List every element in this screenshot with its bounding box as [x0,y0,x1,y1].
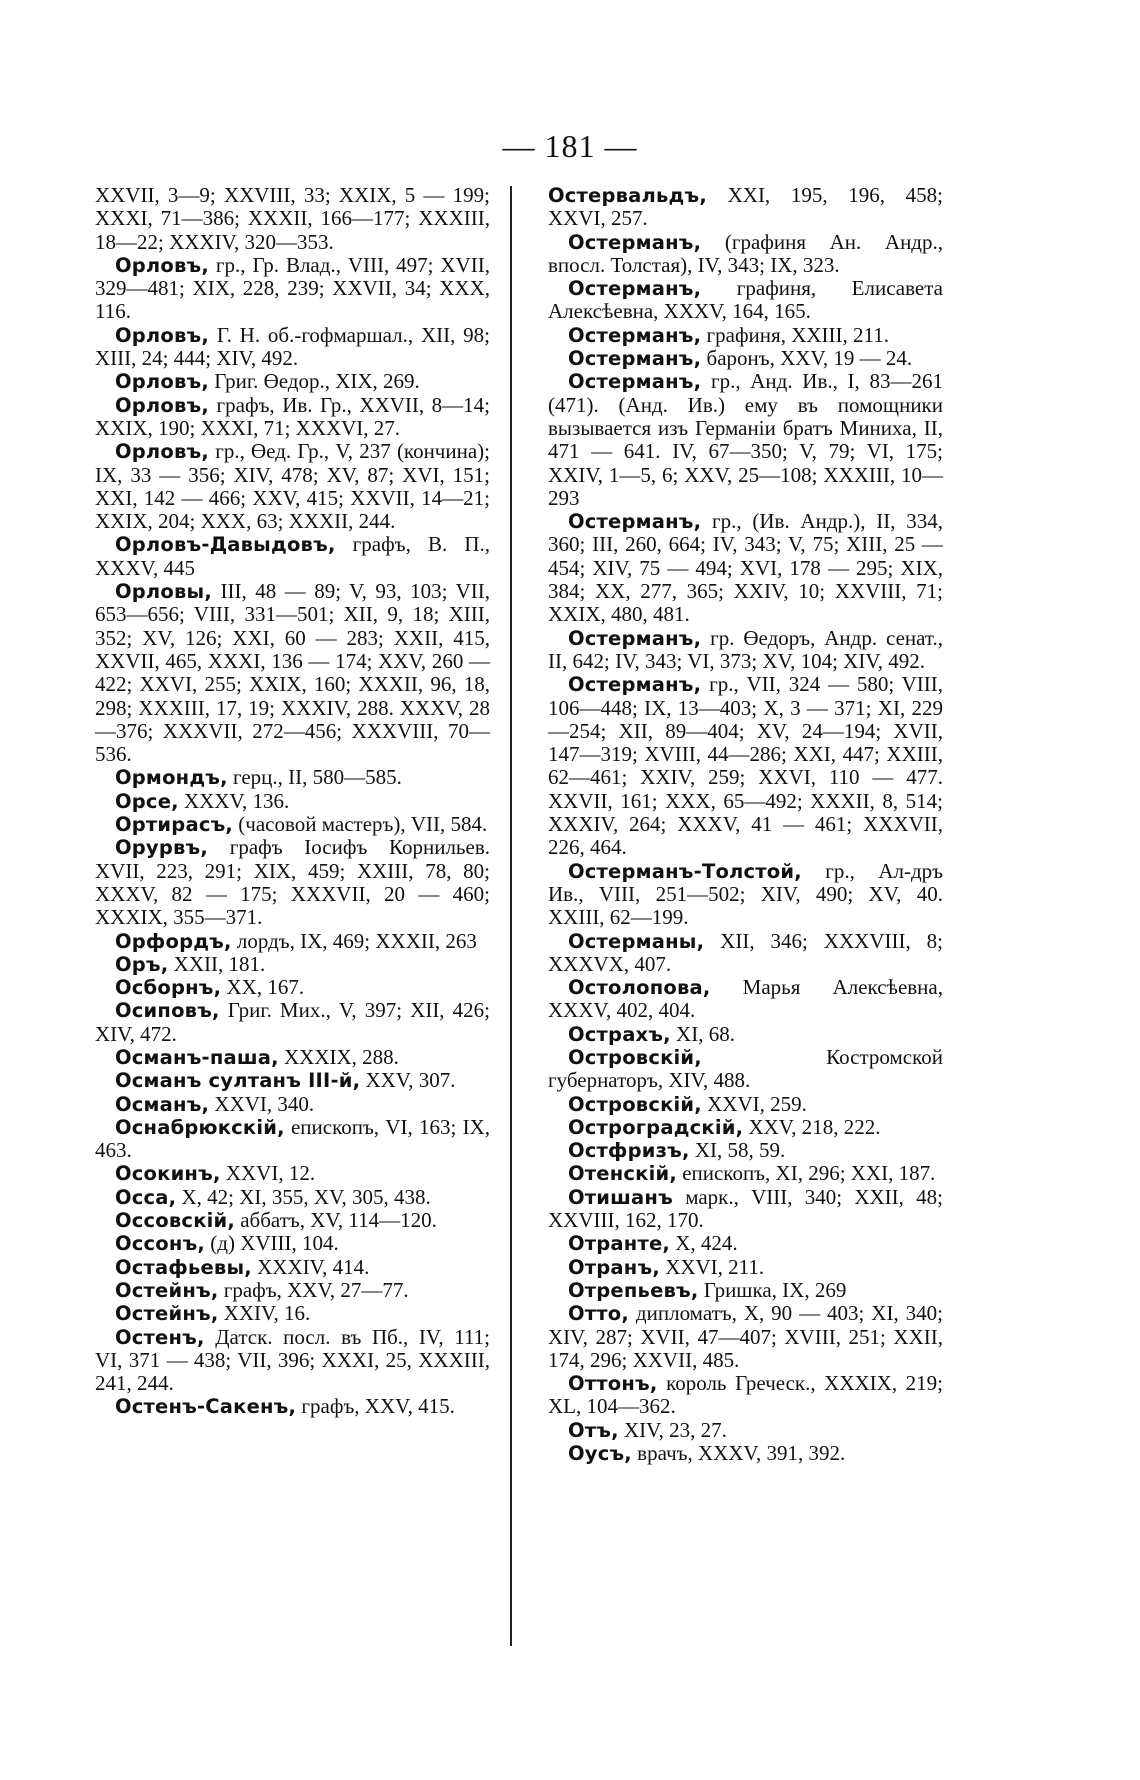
entry-headword: Остолопова, [568,976,711,1000]
entry-headword: Остенъ, [115,1325,205,1349]
index-entry [548,1419,943,1442]
index-entry [95,1279,490,1302]
entry-references: X, 42; XI, 355, XV, 305, 438. [176,1184,431,1209]
entry-references: врачъ, XXXV, 391, 392. [631,1441,846,1466]
entry-references: Марья Алексѣевна, XXXV, 402, 404. [548,975,943,1023]
entry-headword: Османъ, [115,1092,210,1116]
entry-headword: Орловъ, [115,393,210,417]
entry-references: гр., Ал-дръ Ив., VIII, 251—502; XIV, 490; XV, 40. XXIII, 62—199. [548,858,943,930]
entry-headword: Осокинъ, [115,1162,221,1186]
entry-headword: Остафьевы, [115,1255,252,1279]
entry-references: графиня, Елисавета Алексѣевна, XXXV, 164, 165. [548,276,943,324]
entry-headword: Ортирасъ, [115,813,234,837]
entry-references: Григ. Өедор., XIX, 269. [209,369,420,394]
entry-headword: Орфордъ, [115,929,232,953]
index-entry [95,1326,490,1396]
entry-references: XX, 167. [221,975,305,1000]
index-entry [548,1232,943,1255]
index-entry [95,836,490,929]
entry-references: епископъ, XI, 296; XXI, 187. [676,1161,936,1186]
entry-references: Костромской губернаторъ, XIV, 488. [548,1044,943,1093]
entry-references: графъ, XXV, 27—77. [218,1277,409,1302]
entry-references: гр., VII, 324 — 580; VIII, 106—448; IX, 13—403; X, 3 — 371; XI, 229—254; XII, 89—404; XV, 24—194; XVII, 147—319; XVIII, 44—286; XXI, 447; XXIII, 62—461; XXIV, 259; XXVI, 110 — 477. XXVII, 161; XXX, 65—492; XXXII, 8, 514; XXXIV, 264; XXXV, 41 — 461; XXXVII, 226, 464. [548,672,943,860]
entry-headword: Оссовскій, [115,1209,235,1233]
entry-references: Григ. Мих., V, 397; XII, 426; XIV, 472. [95,998,490,1046]
entry-headword: Остерманъ, [568,626,702,650]
entry-references: гр., Өед. Гр., V, 237 (кончина); IX, 33 — 356; XIV, 478; XV, 87; XVI, 151; XXI, 142 — 466; XXV, 415; XXVII, 14—21; XXIX, 204; XXX, 63; XXXII, 244. [95,439,490,534]
entry-headword: Остерманъ, [568,230,702,254]
index-entry [548,673,943,859]
index-entry [95,1232,490,1255]
entry-headword: Островскій, [568,1092,702,1116]
index-entry [548,277,943,324]
entry-headword: Остроградскій, [568,1115,744,1139]
entry-headword: Остерманъ-Толстой, [568,859,802,883]
entry-headword: Осса, [115,1185,177,1209]
index-column-right [548,184,943,1465]
entry-references: XXI, 195, 196, 458; XXVI, 257. [548,183,943,231]
entry-references: XXVI, 340. [209,1091,315,1116]
index-entry [548,1442,943,1465]
index-entry [95,1302,490,1325]
index-entry [95,324,490,371]
entry-headword: Орловъ, [115,253,210,277]
entry-references: III, 48 — 89; V, 93, 103; VII, 653—656; VIII, 331—501; XII, 9, 18; XIII, 352; XV, 126; XXI, 60 — 283; XXII, 415, XXVII, 465, XXXI, 136 — 174; XXV, 260 — 422; XXVI, 255; XXIX, 160; XXXII, 96, 18, 298; XXXIII, 17, 19; XXXIV, 288. XXXV, 28—376; XXXVII, 272—456; XXXVIII, 70—536. [95,579,490,767]
entry-headword: Оръ, [115,952,169,976]
entry-headword: Отъ, [568,1418,619,1442]
entry-references: епископъ, VI, 163; IX, 463. [95,1114,490,1163]
entry-headword: Османъ султанъ III-й, [115,1069,361,1093]
index-entry [95,790,490,813]
entry-headword: Оттонъ, [568,1372,658,1396]
entry-headword: Острахъ, [568,1022,671,1046]
column-divider [510,186,512,1646]
entry-references: (часовой мастеръ), VII, 584. [233,812,488,837]
entry-headword: Отишанъ [568,1185,673,1209]
entry-headword: Остерманъ, [568,323,702,347]
entry-references: гр., Гр. Влад., VIII, 497; XVII, 329—481; XIX, 228, 239; XXVII, 34; XXX, 116. [95,252,490,324]
index-entry [95,1256,490,1279]
index-entry [95,254,490,324]
entry-references: гр., (Ив. Андр.), II, 334, 360; III, 260, 664; IV, 343; V, 75; XIII, 25 — 454; XIV, 75 — 494; XVI, 178 — 295; XIX, 384; XX, 277, 365; XXIV, 10; XXVIII, 71; XXIX, 480, 481. [548,509,943,627]
entry-headword: Остервальдъ, [548,184,707,207]
entry-references: (графиня Ан. Андр., впосл. Толстая), IV, 343; IX, 323. [548,229,943,277]
entry-references: король Греческ., XXXIX, 219; XL, 104—362. [548,1371,943,1419]
entry-references: аббатъ, XV, 114—120. [234,1208,437,1233]
entry-references: лордъ, IX, 469; XXXII, 263 [231,928,477,953]
entry-headword: Отранте, [568,1232,671,1256]
entry-references: Г. Н. об.-гофмаршал., XII, 98; XIII, 24; 444; XIV, 492. [95,322,490,371]
index-entry [95,1093,490,1116]
entry-headword: Орловъ, [115,370,210,394]
index-entry [95,533,490,580]
index-entry [548,1162,943,1185]
index-entry [95,580,490,766]
entry-references: XI, 58, 59. [689,1138,786,1163]
index-entry [95,1069,490,1092]
index-entry [548,231,943,278]
index-entry [95,930,490,953]
index-entry [548,1372,943,1419]
entry-headword: Остейнъ, [115,1278,219,1302]
index-entry [95,1046,490,1069]
entry-references: XXVI, 211. [659,1254,765,1279]
entry-references: графъ, В. П., XXXV, 445 [95,532,490,580]
index-entry [95,999,490,1046]
entry-references: XXVI, 12. [220,1161,316,1186]
index-entry [548,1186,943,1233]
entry-references: XXII, 181. [168,951,266,976]
entry-headword: Орловъ, [115,440,210,464]
entry-references: дипломатъ, X, 90 — 403; XI, 340; XIV, 287; XVII, 47—407; XVIII, 251; XXII, 174, 296; XXVII, 485. [548,1301,943,1372]
entry-headword: Оснабрюкскій, [115,1115,285,1139]
entry-headword: Отрепьевъ, [568,1278,699,1302]
entry-references: Датск. посл. въ Пб., IV, 111; VI, 371 — 438; VII, 396; XXXI, 25, XXXIII, 241, 244. [95,1324,490,1396]
entry-references: XXXV, 136. [178,788,290,813]
index-entry [95,1116,490,1163]
entry-headword: Оусъ, [568,1442,632,1466]
entry-references: марк., VIII, 340; XXII, 48; XXVIII, 162, 170. [548,1184,943,1233]
entry-references: XXXIV, 414. [251,1254,370,1279]
entry-references: графъ Іосифъ Корнильев. XVII, 223, 291; XIX, 459; XXIII, 78, 80; XXXV, 82 — 175; XXXVII, 20 — 460; XXXIX, 355—371. [95,835,490,930]
index-entry [95,184,490,254]
entry-headword: Остенъ-Сакенъ, [115,1395,297,1419]
entry-headword: Орловы, [115,580,212,604]
entry-headword: Остейнъ, [115,1302,219,1326]
entry-references: баронъ, XXV, 19 — 24. [701,346,913,371]
index-entry [548,976,943,1023]
entry-references: Гришка, IX, 269 [698,1277,847,1302]
entry-references: XI, 68. [670,1021,735,1046]
index-entry [548,347,943,370]
index-entry [95,766,490,789]
index-entry [95,440,490,533]
entry-headword: Ормондъ, [115,766,228,790]
index-entry [95,1209,490,1232]
entry-references: XIV, 23, 27. [618,1417,727,1442]
entry-headword: Остерманъ, [568,510,702,534]
entry-headword: Османъ-паша, [115,1045,279,1069]
index-entry [548,860,943,930]
index-entry [548,1279,943,1302]
index-entry [548,1302,943,1372]
entry-headword: Оссонъ, [115,1232,206,1256]
entry-headword: Остерманъ, [568,673,702,697]
index-entry [95,1395,490,1418]
index-entry [548,627,943,674]
index-entry [548,1116,943,1139]
index-entry [548,510,943,626]
entry-references: XXXIX, 288. [278,1044,399,1069]
entry-headword: Отенскій, [568,1162,677,1186]
entry-references: гр., Анд. Ив., I, 83—261 (471). (Анд. Ив.) ему въ помощники вызывается изъ Германіи братъ Миниха, II, 471 — 641. IV, 67—350; V, 79; VI, 175; XXIV, 1—5, 6; XXV, 25—108; XXXIII, 10—293 [548,369,943,510]
index-entry [548,1093,943,1116]
entry-references: графиня, XXIII, 211. [701,322,889,347]
index-entry [95,976,490,999]
entry-headword: Остерманы, [568,929,705,953]
index-entry [548,184,943,231]
entry-headword: Орловъ, [115,323,210,347]
entry-headword: Осборнъ, [115,976,222,1000]
index-column-left [95,184,490,1419]
entry-headword: Островскій, [568,1045,702,1069]
index-entry [548,1256,943,1279]
entry-references: XXV, 307. [360,1068,456,1093]
entry-references: XXIV, 16. [218,1301,311,1326]
entry-references: герц., II, 580—585. [227,765,402,790]
entry-references: графъ, XXV, 415. [296,1394,455,1419]
index-entry [95,1186,490,1209]
entry-headword: Орловъ-Давыдовъ, [115,533,336,557]
entry-references: X, 424. [670,1231,738,1256]
index-entry [95,394,490,441]
index-entry [548,930,943,977]
index-entry [95,953,490,976]
entry-headword: Орсе, [115,789,179,813]
entry-references: XXV, 218, 222. [743,1114,881,1139]
entry-references: XII, 346; XXXVIII, 8; XXXVX, 407. [548,928,943,976]
index-entry [95,1162,490,1185]
entry-references: (д) XVIII, 104. [205,1231,339,1256]
index-entry [95,370,490,393]
entry-references: графъ, Ив. Гр., XXVII, 8—14; XXIX, 190; XXXI, 71; XXXVI, 27. [95,392,490,440]
entry-headword: Осиповъ, [115,999,220,1023]
entry-headword: Отранъ, [568,1255,660,1279]
entry-headword: Остерманъ, [568,347,702,371]
entry-headword: Остерманъ, [568,277,702,301]
entry-references: XXVII, 3—9; XXVIII, 33; XXIX, 5 — 199; XXXI, 71—386; XXXII, 166—177; XXXIII, 18—22; XXXIV, 320—353. [95,183,490,254]
entry-headword: Остерманъ, [568,370,702,394]
entry-headword: Остфризъ, [568,1139,690,1163]
entry-references: гр. Өедоръ, Андр. сенат., II, 642; IV, 343; VI, 373; XV, 104; XIV, 492. [548,625,943,673]
index-entry [95,813,490,836]
index-entry [548,1023,943,1046]
index-entry [548,324,943,347]
index-entry [548,1139,943,1162]
index-entry [548,370,943,510]
index-entry [548,1046,943,1093]
entry-references: XXVI, 259. [701,1091,807,1116]
entry-headword: Отто, [568,1302,629,1326]
entry-headword: Орурвъ, [115,836,209,860]
page-number: — 181 — [502,128,638,164]
